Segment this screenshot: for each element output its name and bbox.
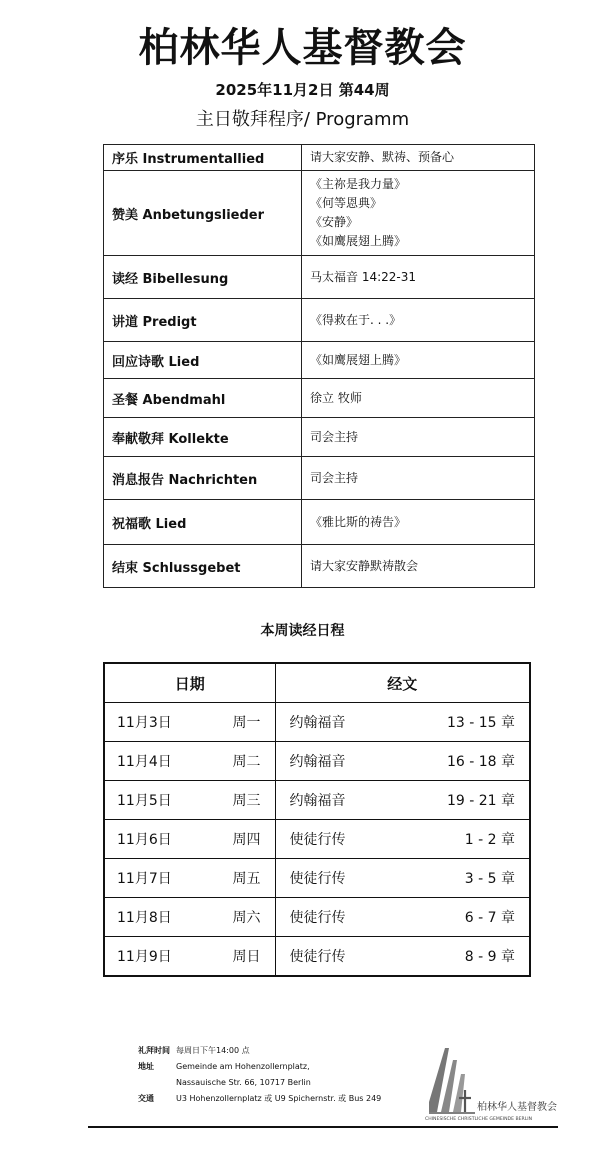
program-content-line: 司会主持 [310, 429, 359, 444]
footer-divider [88, 1126, 558, 1128]
reading-book: 使徒行传 [289, 949, 346, 965]
reading-chapters: 19 - 21 章 [446, 793, 515, 809]
program-item-content [302, 145, 535, 171]
logo-name: 柏林华人基督教会 [477, 1102, 557, 1113]
date-line: 2025年11月2日 第44周 [215, 81, 390, 99]
reading-table [103, 662, 531, 977]
reading-book: 使徒行传 [289, 910, 346, 926]
reading-date-cell [104, 820, 275, 859]
program-item-label: 消息报告 Nachrichten [104, 457, 302, 500]
program-content-line: 《如鹰展翅上腾》 [310, 234, 407, 248]
program-content-line: 《何等恩典》 [310, 196, 383, 210]
reading-text-cell [275, 742, 530, 781]
program-item-content [302, 457, 535, 500]
program-item-content [302, 379, 535, 418]
program-item-label: 读经 Bibellesung [104, 256, 302, 299]
reading-book: 使徒行传 [289, 832, 346, 848]
transit-label: 交通 [138, 1094, 154, 1103]
reading-chapters: 1 - 2 章 [464, 832, 515, 848]
program-table [103, 144, 535, 588]
program-item-content [302, 500, 535, 545]
reading-book: 使徒行传 [289, 871, 346, 887]
program-content-line: 《主祢是我力量》 [310, 177, 407, 191]
transit-value: U3 Hohenzollernplatz 或 U9 Spichernstr. 或 Bus 249 [176, 1094, 382, 1103]
program-title: 主日敬拜程序/ Programm [195, 109, 410, 130]
reading-date: 11月4日 [117, 754, 172, 770]
program-item-label: 赞美 Anbetungslieder [104, 171, 302, 256]
reading-date-cell [104, 742, 275, 781]
program-item-label: 祝福歌 Lied [104, 500, 302, 545]
reading-text-cell [275, 703, 530, 742]
program-content-line: 《如鹰展翅上腾》 [310, 352, 407, 367]
reading-book: 约翰福音 [289, 715, 346, 731]
program-row [104, 299, 535, 342]
program-item-label: 结束 Schlussgebet [104, 545, 302, 588]
reading-row [104, 820, 530, 859]
reading-chapters: 8 - 9 章 [464, 949, 515, 965]
logo-subtitle: CHINESISCHE CHRISTLICHE GEMEINDE BERLIN [425, 1117, 533, 1122]
reading-weekday: 周二 [232, 754, 261, 770]
program-row [104, 342, 535, 379]
church-logo [423, 1042, 563, 1122]
reading-date: 11月7日 [117, 871, 172, 887]
reading-text-cell [275, 781, 530, 820]
program-content-line: 《安静》 [310, 215, 359, 229]
reading-chapters: 13 - 15 章 [446, 715, 515, 731]
program-item-content [302, 171, 535, 256]
reading-book: 约翰福音 [289, 754, 346, 770]
footer-info [138, 1043, 381, 1107]
program-content-line: 司会主持 [310, 470, 359, 485]
reading-row [104, 703, 530, 742]
program-item-label: 序乐 Instrumentallied [104, 145, 302, 171]
address-line-2: Nassauische Str. 66, 10717 Berlin [176, 1078, 311, 1087]
program-item-content [302, 342, 535, 379]
reading-date-cell [104, 898, 275, 937]
program-item-label: 奉献敬拜 Kollekte [104, 418, 302, 457]
reading-date-cell [104, 703, 275, 742]
reading-date-cell [104, 859, 275, 898]
address-label: 地址 [138, 1062, 154, 1071]
column-header-text: 经文 [275, 663, 530, 703]
reading-row [104, 859, 530, 898]
reading-date: 11月6日 [117, 832, 172, 848]
program-content-line: 马太福音 14:22-31 [310, 269, 416, 284]
program-content-line: 请大家安静、默祷、预备心 [310, 150, 455, 164]
reading-text-cell [275, 820, 530, 859]
reading-date-cell [104, 781, 275, 820]
program-row [104, 545, 535, 588]
program-row [104, 500, 535, 545]
reading-date: 11月3日 [117, 715, 172, 731]
reading-chapters: 16 - 18 章 [446, 754, 515, 770]
program-row [104, 145, 535, 171]
program-row [104, 379, 535, 418]
program-content-line: 请大家安静默祷散会 [310, 558, 419, 573]
reading-date-cell [104, 937, 275, 977]
service-time-value: 每周日下午14:00 点 [176, 1046, 250, 1055]
reading-schedule-title: 本周读经日程 [260, 623, 345, 639]
reading-weekday: 周三 [232, 793, 261, 809]
reading-chapters: 6 - 7 章 [464, 910, 515, 926]
program-row [104, 457, 535, 500]
program-item-label: 讲道 Predigt [104, 299, 302, 342]
reading-book: 约翰福音 [289, 793, 346, 809]
program-content-line: 《雅比斯的祷告》 [310, 514, 407, 529]
program-item-content [302, 256, 535, 299]
program-row [104, 256, 535, 299]
reading-text-cell [275, 859, 530, 898]
reading-weekday: 周四 [232, 832, 261, 848]
reading-date: 11月8日 [117, 910, 172, 926]
program-item-content [302, 418, 535, 457]
program-content-line: 《得救在于. . .》 [310, 312, 402, 327]
reading-weekday: 周五 [232, 871, 261, 887]
program-content-line: 徐立 牧师 [310, 390, 362, 405]
reading-row [104, 898, 530, 937]
program-item-content [302, 545, 535, 588]
program-item-label: 回应诗歌 Lied [104, 342, 302, 379]
column-header-date: 日期 [104, 663, 275, 703]
program-item-content [302, 299, 535, 342]
reading-weekday: 周一 [232, 715, 261, 731]
reading-row [104, 781, 530, 820]
church-title: 柏林华人基督教会 [138, 25, 467, 71]
reading-date: 11月5日 [117, 793, 172, 809]
reading-chapters: 3 - 5 章 [464, 871, 515, 887]
reading-date: 11月9日 [117, 949, 172, 965]
reading-row [104, 937, 530, 977]
reading-weekday: 周六 [232, 910, 261, 926]
program-row [104, 418, 535, 457]
service-time-label: 礼拜时间 [138, 1046, 170, 1055]
reading-row [104, 742, 530, 781]
reading-weekday: 周日 [232, 949, 261, 965]
reading-text-cell [275, 898, 530, 937]
reading-text-cell [275, 937, 530, 977]
program-item-label: 圣餐 Abendmahl [104, 379, 302, 418]
program-row [104, 171, 535, 256]
address-line-1: Gemeinde am Hohenzollernplatz, [176, 1062, 310, 1071]
logo-mark-icon [429, 1048, 475, 1113]
